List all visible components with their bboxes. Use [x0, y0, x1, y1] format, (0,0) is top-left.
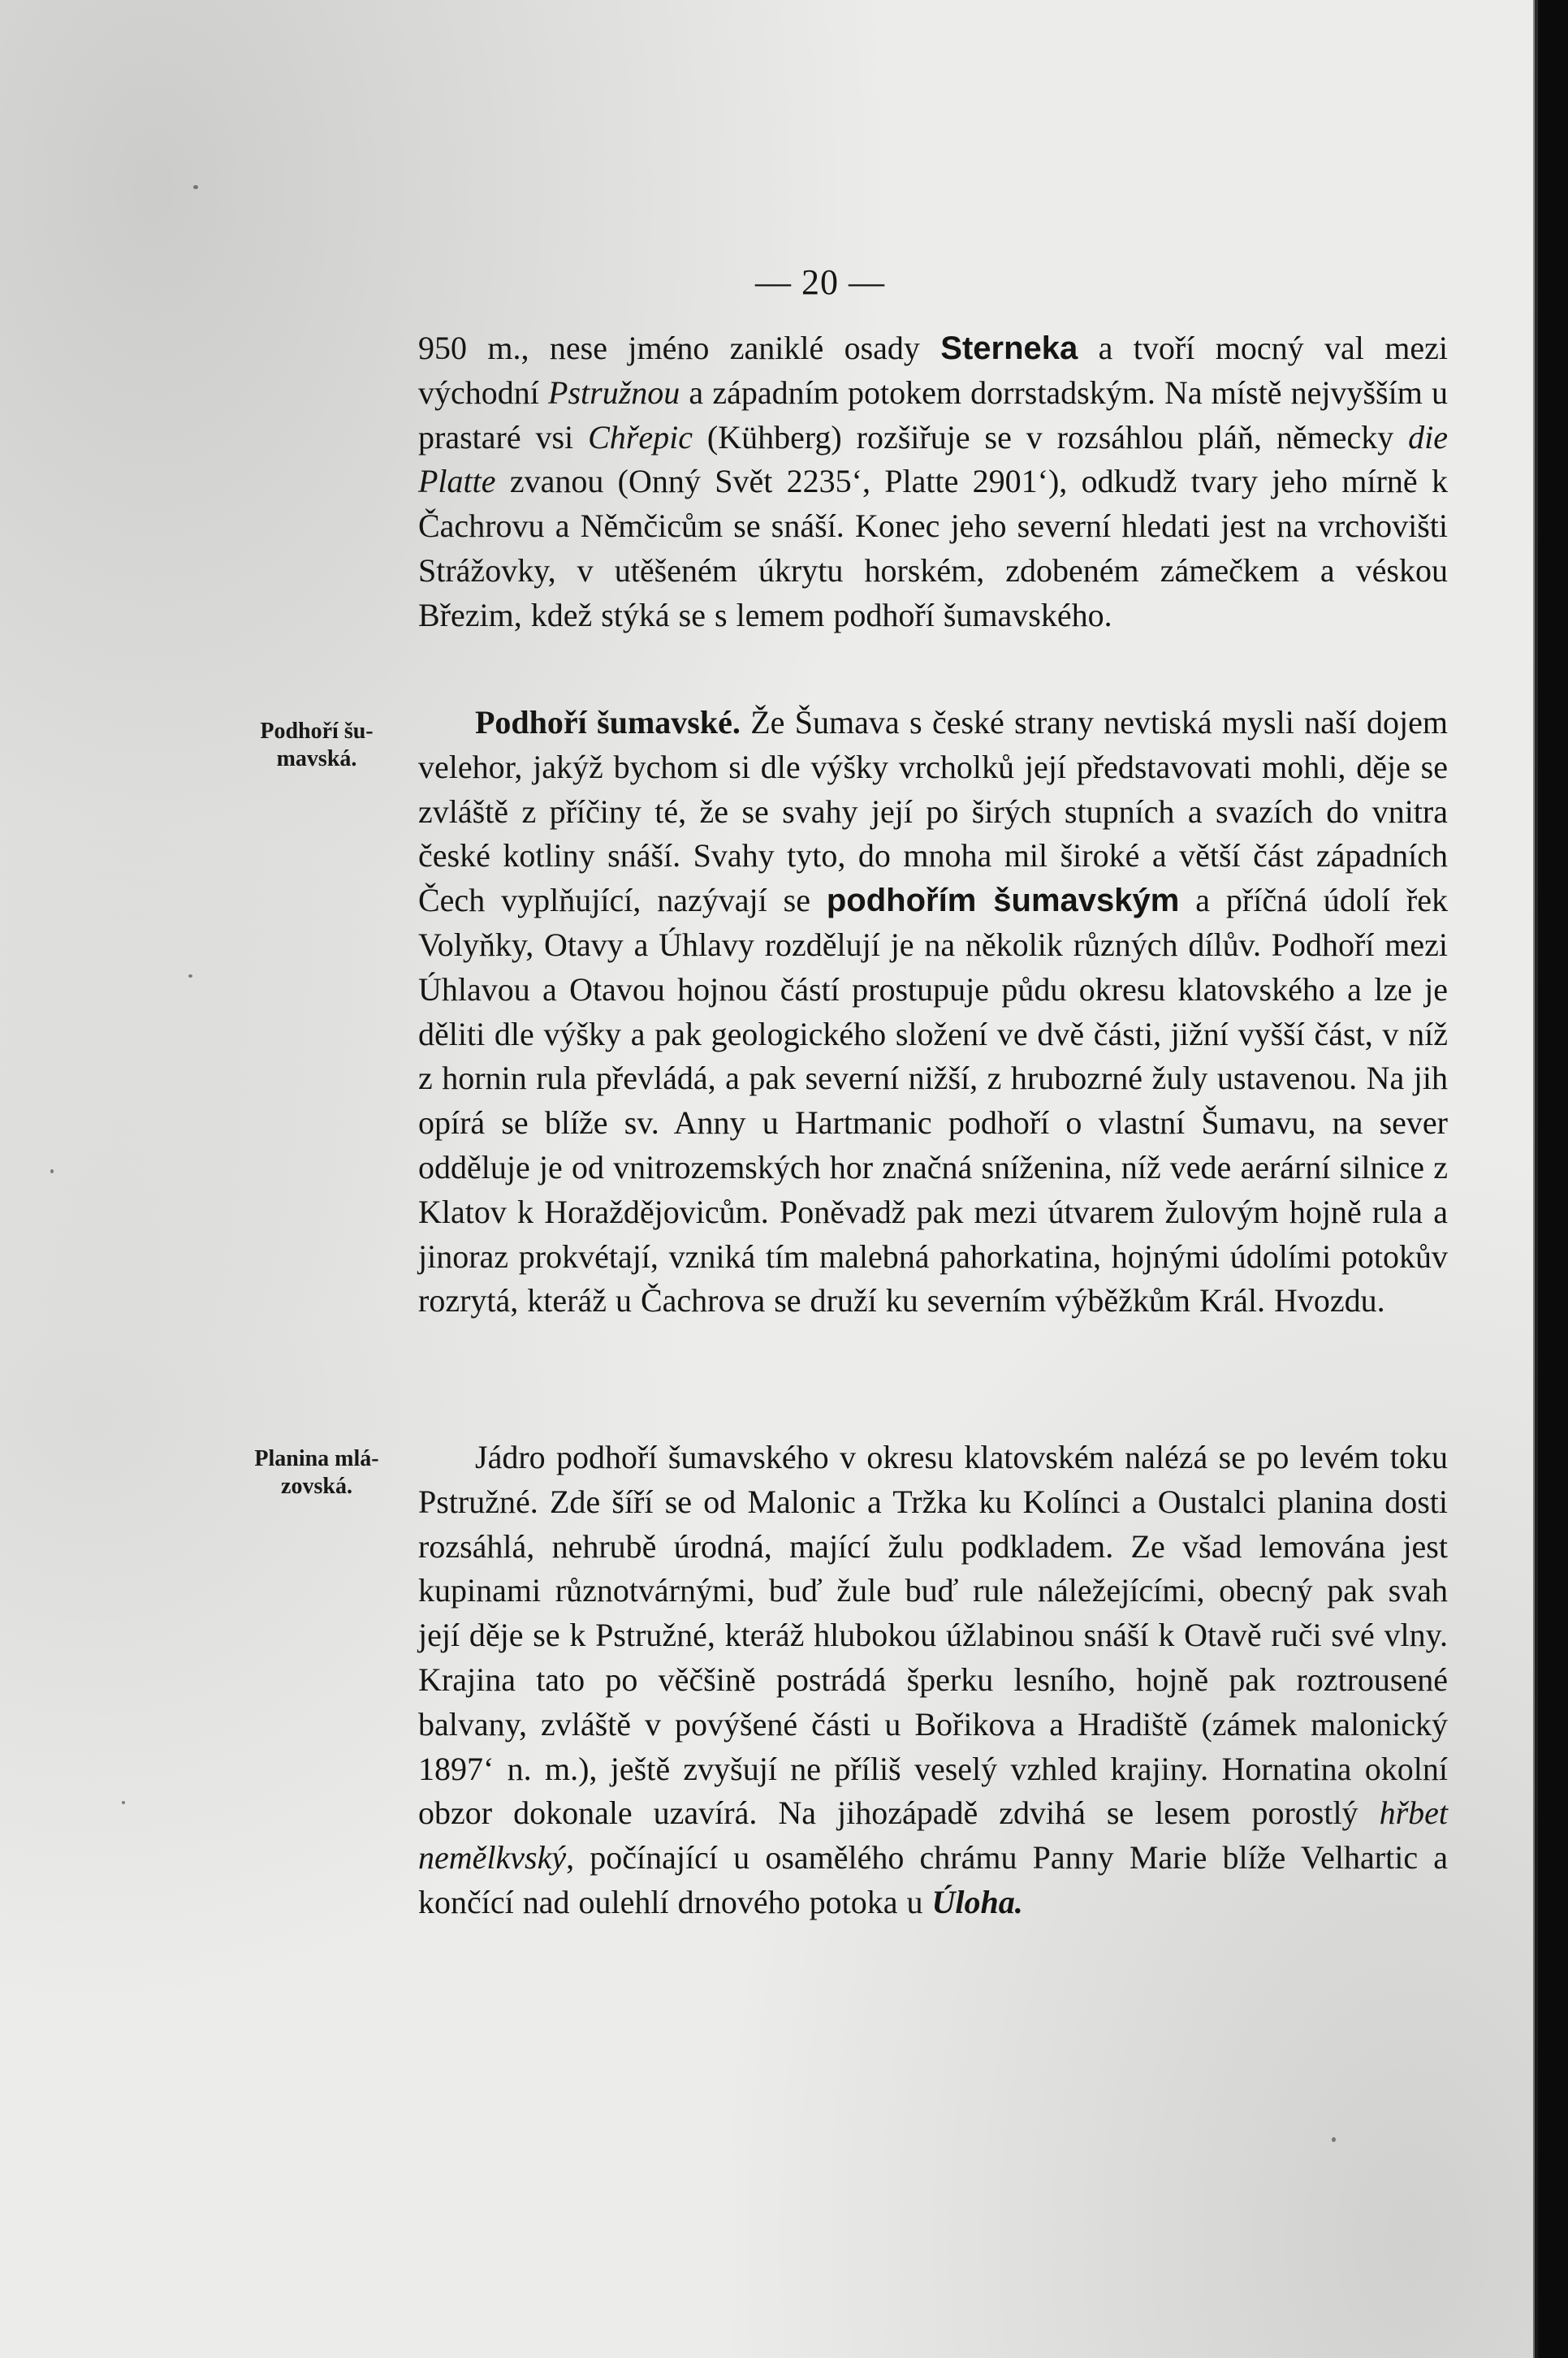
italic-uloha: Úloha.	[931, 1883, 1023, 1920]
text-run: zvanou (Onný Svět 2235ʻ, Platte 2901ʻ), odkudž tvary jeho mírně k Čachrovu a Němčicům se snáší. Konec jeho severní hledati jest na vrchovišti Strážovky, v utěšeném úkrytu horském, zdobeném zámečkem a véskou Březim, kdež stýká se s lemem podhoří šumavského.	[418, 463, 1448, 633]
italic-die-platte: die Platte	[418, 418, 1449, 500]
italic-hrbet: hřbet nemělkvský	[418, 1794, 1448, 1876]
section-heading-podhori: Podhoří šumavské.	[475, 704, 741, 741]
paper-speck	[50, 1169, 54, 1173]
margin-note-text: Podhoří šu- mavská.	[260, 719, 374, 771]
paragraph-podhori-sumavske	[418, 701, 1448, 1324]
paragraph-continuation	[418, 326, 1448, 638]
text-run: a příčná údolí řek Volyňky, Otavy a Úhlavy rozdělují je na několik různých dílův. Podhoří mezi Úhlavou a Otavou hojnou částí prostupuje půdu okresu klatovského a lze je děliti dle výšky a pak geologického složení ve dvě části, jižní vyšší část, v níž z hornin rula převládá, a pak severní nižší, z hrubozrné žuly ustavenou. Na jih opírá se blíže sv. Anny u Hartmanic podhoří o vlastní Šumavu, na sever odděluje je od vnitrozemských hor značná sníženina, níž vede aerární silnice z Klatov k Horaždějovicům. Poněvadž pak mezi útvarem žulovým hojně rula a jinoraz prokvétají, vzniká tím malebná pahorkatina, hojnými údolími potokův rozrytá, kteráž u Čachrova se druží ku severním výběžkům Král. Hvozdu.	[418, 882, 1448, 1319]
paper-speck	[193, 185, 198, 189]
text-run: a tvoří mocný val mezi východní	[418, 330, 1448, 411]
page-number: — 20 —	[755, 262, 885, 302]
margin-note-text: Planina mlá- zovská.	[254, 1446, 379, 1499]
margin-note-podhori-sumavska	[235, 718, 398, 773]
text-run: a západním potokem dorrstadským. Na místě nejvyšším u prastaré vsi	[418, 374, 1448, 456]
text-run: Že Šumava s české strany nevtiská mysli naší dojem velehor, jakýž bychom si dle výšky vrcholků její představovati mohli, děje se zvláště z příčiny té, že se svahy její po širých stupních a svazích do vnitra české kotliny snáší. Svahy tyto, do mnoha mil široké a větší část západních Čech vyplňující, nazývají se	[418, 704, 1448, 919]
margin-note-planina-mlazovska	[235, 1445, 398, 1501]
text-run: (Kühberg) rozšiřuje se v rozsáhlou pláň, německy	[692, 418, 1409, 456]
paragraph-planina-mlazovska	[418, 1436, 1448, 1925]
scan-edge	[1533, 0, 1538, 2358]
paper-speck	[188, 974, 192, 978]
text-run: Jádro podhoří šumavského v okresu klatovském nalézá se po levém toku Pstružné. Zde šíří se od Malonic a Tržka ku Kolínci a Oustalci planina dosti rozsáhlá, nehrubě úrodná, mající žulu podkladem. Ze všad lemována jest kupinami různotvárnými, buď žule buď rule náležejícími, obecný pak svah její děje se k Pstružné, kteráž hlubokou úžlabinou snáší k Otavě ruči své vlny. Krajina tato po věčšině postrádá šperku lesního, hojně pak roztrousené balvany, zvláště v povýšené části u Bořikova a Hradiště (zámek malonický 1897ʻ n. m.), ještě zvyšují ne příliš veselý vzhled krajiny. Hornatina okolní obzor dokonale uzavírá. Na jihozápadě zdvihá se lesem porostlý	[418, 1439, 1448, 1832]
italic-chrepic: Chřepic	[588, 418, 693, 456]
emphasis-podhorim-sumavskym: podhořím šumavským	[826, 883, 1180, 919]
paper-speck	[122, 1801, 125, 1804]
text-run: , počínající u osamělého chrámu Panny Marie blíže Velhartic a končící nad oulehlí drnového potoka u	[418, 1839, 1448, 1920]
text-run: 950 m., nese jméno zaniklé osady	[418, 330, 941, 366]
paper-speck	[1332, 2137, 1336, 2142]
emphasis-sterneka: Sterneka	[940, 330, 1078, 366]
italic-pstruznou: Pstružnou	[548, 374, 680, 411]
